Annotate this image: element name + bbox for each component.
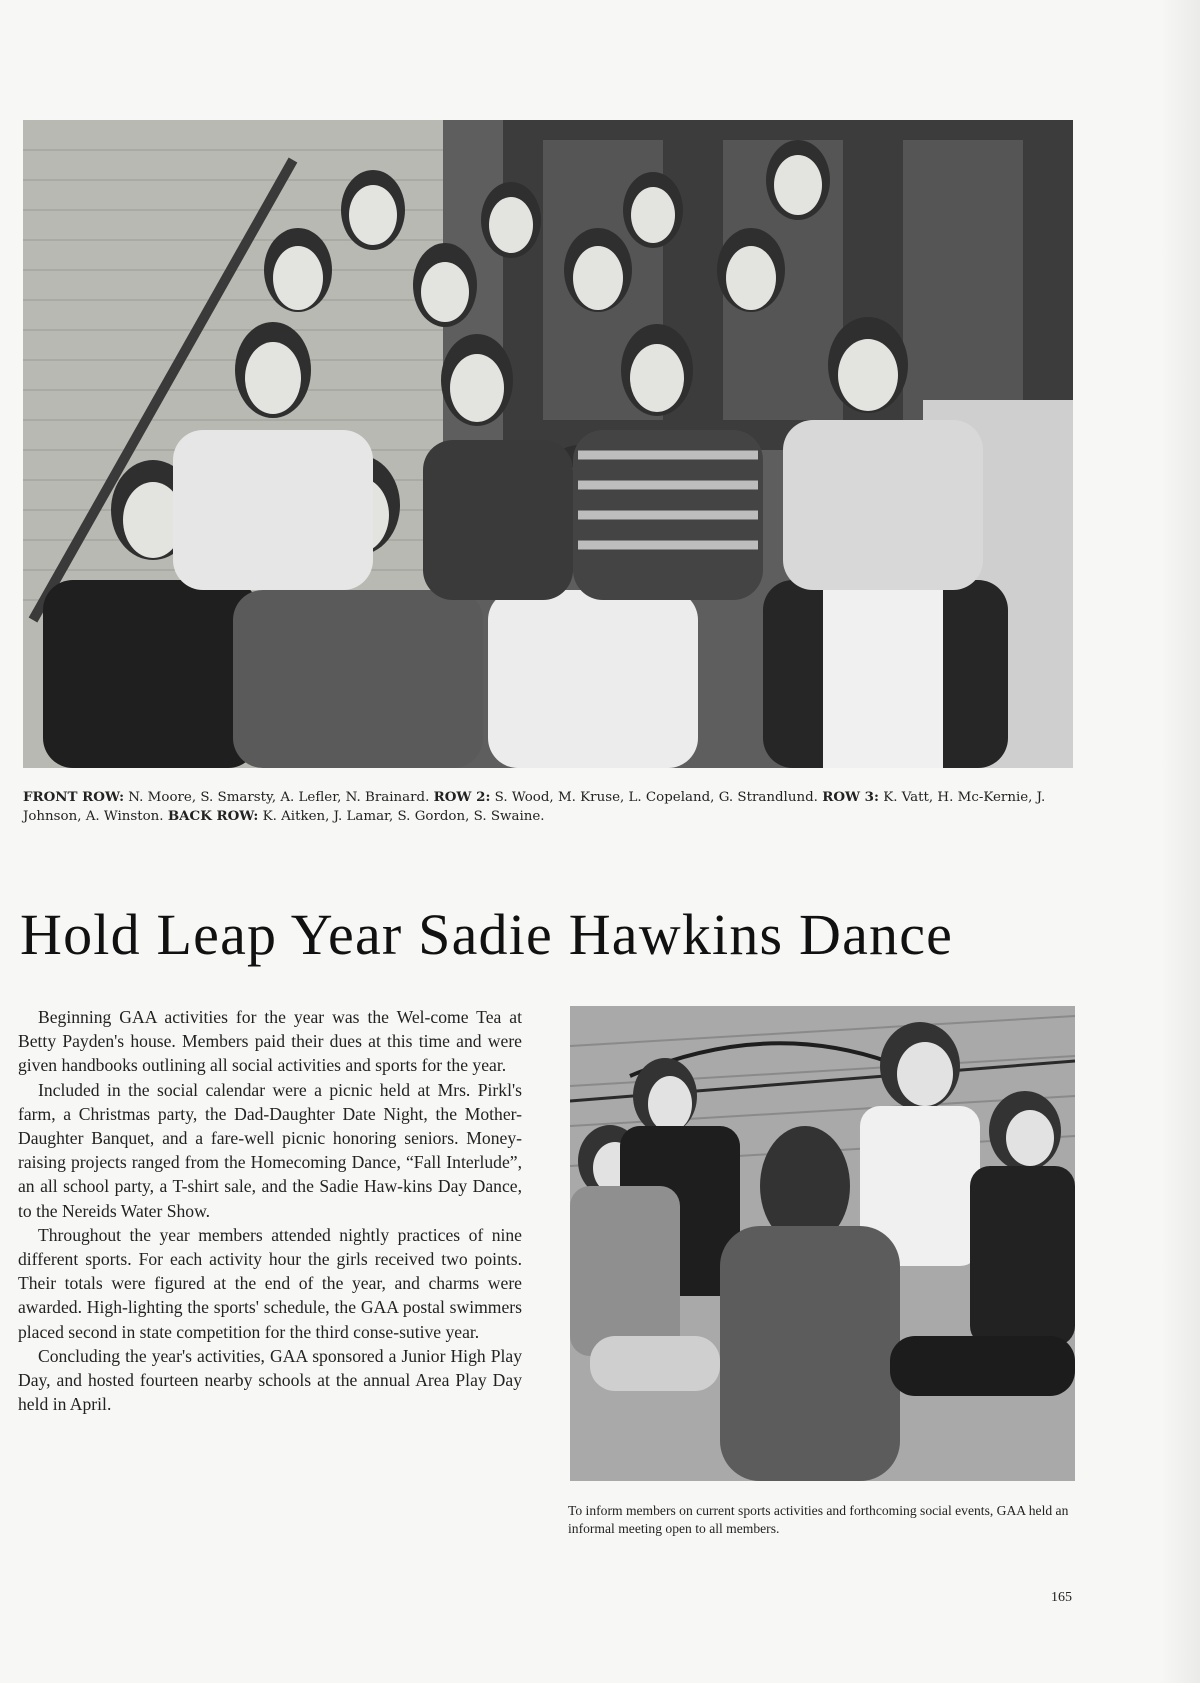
page-headline: Hold Leap Year Sadie Hawkins Dance (20, 902, 954, 967)
paragraph-1: Beginning GAA activities for the year was the Wel-come Tea at Betty Payden's house. Members paid their dues at this time and were given handbooks outlining all social activities and sports for the year. (18, 1007, 522, 1076)
row-3-names: K. Vatt, H. Mc-Kernie, J. Johnson, A. Winston. (23, 790, 1046, 824)
meeting-photo (570, 1006, 1075, 1481)
back-row-names: K. Aitken, J. Lamar, S. Gordon, S. Swaine. (262, 809, 545, 824)
article-body (18, 1005, 522, 1416)
paragraph-4: Concluding the year's activities, GAA sponsored a Junior High Play Day, and hosted fourteen nearby schools at the annual Area Play Day held in April. (18, 1345, 522, 1415)
page-number: 165 (1051, 1590, 1072, 1605)
paragraph-3: Throughout the year members attended nightly practices of nine different sports. For each activity hour the girls received two points. Their totals were figured at the end of the year, and charms were awarded. High-lighting the sports' schedule, the GAA postal swimmers placed second in state competition for the third conse-sutive year. (18, 1224, 522, 1342)
row-2-names: S. Wood, M. Kruse, L. Copeland, G. Strandlund. (494, 790, 818, 805)
meeting-photo-caption: To inform members on current sports activities and forthcoming social events, GAA held an informal meeting open to all members. (568, 1503, 1069, 1536)
front-row-label: FRONT ROW: (23, 789, 125, 805)
back-row-label: BACK ROW: (167, 808, 259, 824)
row-3-label: ROW 3: (822, 789, 879, 805)
row-2-label: ROW 2: (433, 789, 491, 805)
front-row-names: N. Moore, S. Smarsty, A. Lefler, N. Brainard. (128, 790, 430, 805)
group-photo (23, 120, 1073, 768)
paragraph-2: Included in the social calendar were a picnic held at Mrs. Pirkl's farm, a Christmas party, the Dad-Daughter Date Night, the Mother-Daughter Banquet, and a fare-well picnic honoring seniors. Money-raising projects ranged from the Homecoming Dance, “Fall Interlude”, an all school party, a T-shirt sale, and the Sadie Haw-kins Day Dance, to the Nereids Water Show. (18, 1079, 522, 1221)
page-edge-shadow (1160, 0, 1200, 1683)
group-photo-caption (23, 788, 1073, 826)
